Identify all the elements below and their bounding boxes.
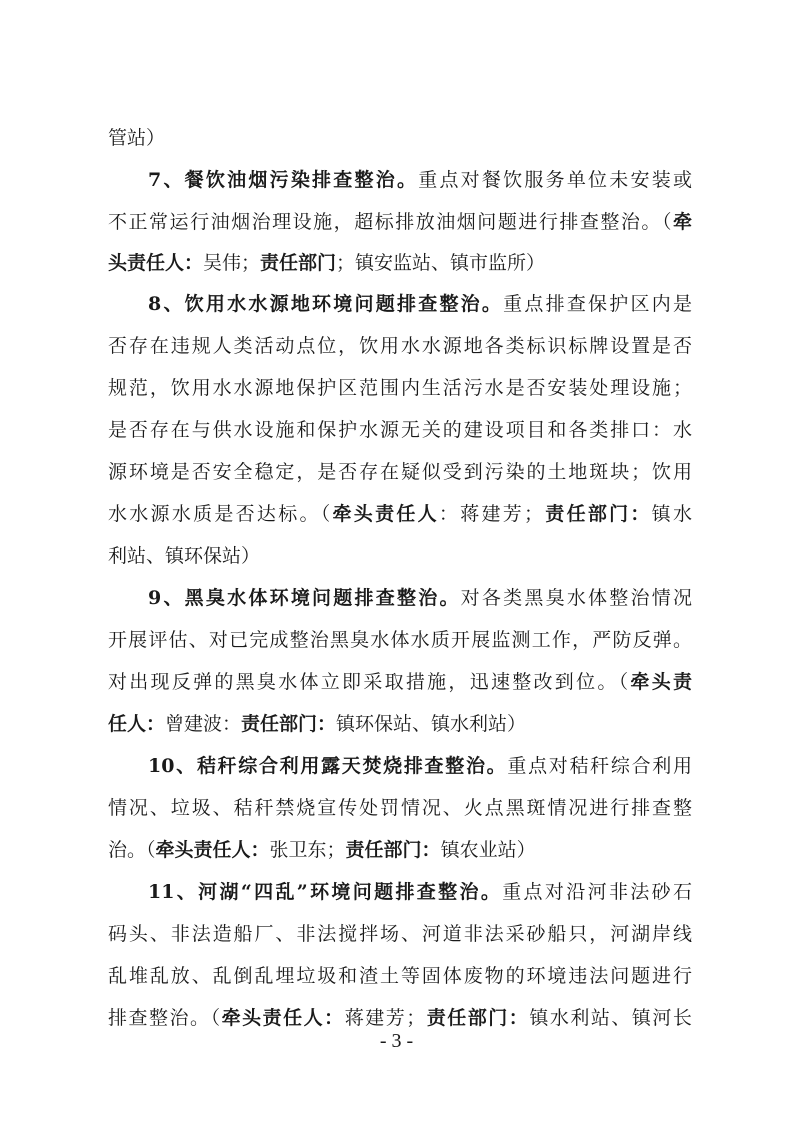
text-line (108, 494, 692, 534)
text-run: ：蒋建芳； (438, 503, 544, 525)
text-run: 是否存在与供水设施和保护水源无关的建设项目和各类排口：水 (108, 419, 692, 441)
text-line (148, 746, 692, 786)
bold-text: 牵头责任人 (332, 503, 439, 525)
text-run: 规范，饮用水水源地保护区范围内生活污水是否安装处理设施； (108, 377, 692, 399)
bold-text: 头责任人： (108, 252, 204, 274)
text-run: 源环境是否安全稳定，是否存在疑似受到污染的土地斑块；饮用 (108, 461, 692, 483)
text-line (108, 620, 692, 660)
page-number: - 3 - (379, 1030, 414, 1052)
text-line (108, 326, 692, 366)
bold-text: 9、黑臭水体环境问题排查整治。 (148, 587, 461, 609)
text-line (148, 284, 692, 324)
bold-text: 牵头责 (630, 671, 692, 693)
text-run: 对出现反弹的黑臭水体立即采取措施，迅速整改到位。（ (108, 671, 631, 693)
text-run: 利站、镇环保站） (108, 545, 261, 567)
bold-text: 10、秸秆综合利用露天焚烧排查整治。 (148, 755, 508, 777)
text-run: 不正常运行油烟治理设施，超标排放油烟问题进行排查整治。（ (108, 211, 673, 233)
text-run: 否存在违规人类活动点位，饮用水水源地各类标识标牌设置是否 (108, 335, 692, 357)
bold-text: 责任部门： (241, 713, 337, 735)
bold-text: 牵头责任人： (155, 839, 270, 861)
text-line (108, 956, 692, 996)
bold-text: 8、饮用水水源地环境问题排查整治。 (148, 293, 504, 315)
text-run: 排查整治。（ (108, 1007, 222, 1029)
bold-text: 任人： (108, 713, 166, 735)
bold-text: 责任部门： (543, 503, 652, 525)
bold-text: 责任部门： (425, 1007, 530, 1029)
text-line (108, 202, 692, 242)
text-line (108, 914, 692, 954)
text-run: 水水源水质是否达标。（ (108, 503, 333, 525)
bold-text: 责任部门 (260, 252, 337, 274)
text-line (108, 788, 692, 828)
text-run: 管站） (108, 127, 166, 149)
text-run: ；镇安监站、镇市监所） (336, 252, 546, 274)
text-line (108, 536, 692, 576)
text-line (148, 872, 692, 912)
text-run: 对各类黑臭水体整治情况 (460, 587, 692, 609)
text-run: 镇环保站、镇水利站） (336, 713, 527, 735)
bold-text: 责任部门： (345, 839, 441, 861)
text-run: 镇水 (651, 503, 692, 525)
text-run: 治。（ (108, 839, 156, 861)
text-line (108, 118, 692, 158)
text-run: 镇水利站、镇河长 (529, 1007, 692, 1029)
text-run: 重点对秸秆综合利用 (507, 755, 692, 777)
text-line (148, 160, 692, 200)
bold-text: 牵 (672, 211, 692, 233)
bold-text: 11、河湖“四乱”环境问题排查整治。 (148, 881, 503, 903)
text-run: 重点排查保护区内是 (503, 293, 692, 315)
text-run: 乱堆乱放、乱倒乱埋垃圾和渣土等固体废物的环境违法问题进行 (108, 965, 692, 987)
text-run: 曾建波： (165, 713, 242, 735)
bold-text: 7、餐饮油烟污染排查整治。 (148, 169, 419, 191)
text-line (108, 368, 692, 408)
text-run: 开展评估、对已完成整治黑臭水体水质开展监测工作，严防反弹。 (108, 629, 692, 651)
text-line (108, 704, 692, 744)
text-line (108, 243, 692, 283)
text-line (108, 452, 692, 492)
text-run: 情况、垃圾、秸秆禁烧宣传处罚情况、火点黑斑情况进行排查整 (108, 797, 692, 819)
text-run: 蒋建芳； (344, 1007, 426, 1029)
text-run: 吴伟； (203, 252, 261, 274)
text-line (148, 578, 692, 618)
text-run: 重点对餐饮服务单位未安装或 (418, 169, 692, 191)
text-line (108, 410, 692, 450)
text-run: 重点对沿河非法砂石 (502, 881, 692, 903)
text-run: 镇农业站） (440, 839, 536, 861)
text-line (108, 662, 692, 702)
text-line (108, 830, 692, 870)
text-run: 张卫东； (269, 839, 346, 861)
bold-text: 牵头责任人： (221, 1007, 345, 1029)
text-run: 码头、非法造船厂、非法搅拌场、河道非法采砂船只，河湖岸线 (108, 923, 692, 945)
